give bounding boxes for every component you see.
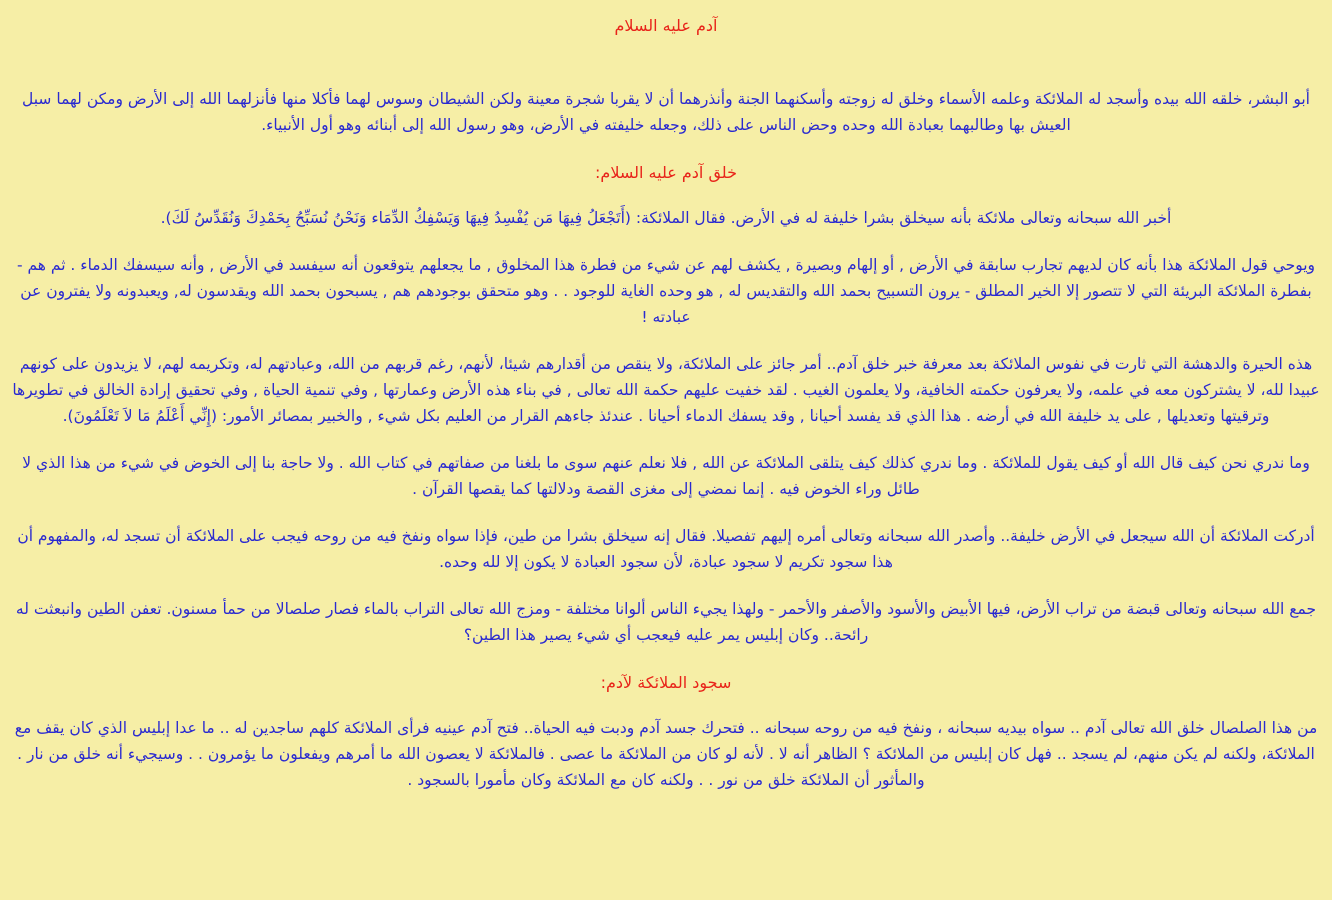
paragraph: جمع الله سبحانه وتعالى قبضة من تراب الأرض، فيها الأبيض والأسود والأصفر والأحمر - ولهذا يجيء الناس ألوانا مختلفة - ومزج الله تعالى التراب بالماء فصار صلصالا من حمأ مسنون. تعفن الطين وانبعثت له رائحة.. وكان إبليس يمر عليه فيعجب أي شيء يصير هذا الطين؟	[15, 600, 1317, 644]
section-heading-creation: خلق آدم عليه السلام:	[595, 163, 737, 182]
paragraph: ويوحي قول الملائكة هذا بأنه كان لديهم تجارب سابقة في الأرض , أو إلهام وبصيرة , يكشف لهم عن شيء من فطرة هذا المخلوق , ما يجعلهم يتوقعون أنه سيفسد في الأرض , وأنه سيسفك الدماء . ثم هم - بفطرة الملائكة البريئة التي لا تتصور إلا الخير المطلق - يرون التسبيح بحمد الله والتقديس له , هو وحده الغاية للوجود . . وهو متحقق بوجودهم هم , يسبحون بحمد الله ويقدسون له, ويعبدونه ولا يفترون عن عبادته !	[16, 256, 1316, 326]
intro-paragraph: أبو البشر، خلقه الله بيده وأسجد له الملائكة وعلمه الأسماء وخلق له زوجته وأسكنهما الجنة وأنذرهما أن لا يقربا شجرة معينة ولكن الشيطان وسوس لهما فأكلا منها فأنزلهما الله إلى الأرض ومكن لهما سبل العيش بها وطالبهما بعبادة الله وحده وحض الناس على ذلك، وجعله خليفته في الأرض، وهو رسول الله إلى أبنائه وهو أول الأنبياء.	[22, 90, 1310, 134]
paragraph: من هذا الصلصال خلق الله تعالى آدم .. سواه بيديه سبحانه ، ونفخ فيه من روحه سبحانه .. فتحرك جسد آدم ودبت فيه الحياة.. فتح آدم عينيه فرأى الملائكة كلهم ساجدين له .. ما عدا إبليس الذي كان يقف مع الملائكة، ولكنه لم يكن منهم، لم يسجد .. فهل كان إبليس من الملائكة ؟ الظاهر أنه لا . لأنه لو كان من الملائكة ما عصى . فالملائكة لا يعصون الله ما أمرهم ويفعلون ما يؤمرون . . وسيجيء أنه خلق من نار . والمأثور أن الملائكة خلق من نور . . ولكنه كان مع الملائكة وكان مأمورا بالسجود .	[14, 719, 1318, 789]
section-heading-prostration: سجود الملائكة لآدم:	[600, 673, 732, 692]
paragraph: وما ندري نحن كيف قال الله أو كيف يقول للملائكة . وما ندري كذلك كيف يتلقى الملائكة عن الله , فلا نعلم عنهم سوى ما بلغنا من صفاتهم في كتاب الله . ولا حاجة بنا إلى الخوض في شيء من هذا الذي لا طائل وراء الخوض فيه . إنما نمضي إلى مغزى القصة ودلالتها كما يقصها القرآن .	[22, 454, 1310, 498]
page-title: آدم عليه السلام	[614, 16, 718, 35]
paragraph: أخبر الله سبحانه وتعالى ملائكة بأنه سيخلق بشرا خليفة له في الأرض. فقال الملائكة: (أَتَجْعَلُ فِيهَا مَن يُفْسِدُ فِيهَا وَيَسْفِكُ الدِّمَاء وَنَحْنُ نُسَبِّحُ بِحَمْدِكَ وَنُقَدِّسُ لَكَ).	[160, 209, 1172, 227]
paragraph: أدركت الملائكة أن الله سيجعل في الأرض خليفة.. وأصدر الله سبحانه وتعالى أمره إليهم تفصيلا. فقال إنه سيخلق بشرا من طين، فإذا سواه ونفخ فيه من روحه فيجب على الملائكة أن تسجد له، والمفهوم أن هذا سجود تكريم لا سجود عبادة، لأن سجود العبادة لا يكون إلا لله وحده.	[17, 527, 1315, 571]
paragraph: هذه الحيرة والدهشة التي ثارت في نفوس الملائكة بعد معرفة خبر خلق آدم.. أمر جائز على الملائكة، ولا ينقص من أقدارهم شيئا، لأنهم، رغم قربهم من الله، وعبادتهم له، وتكريمه لهم، لا يزيدون على كونهم عبيدا لله، لا يشتركون معه في علمه، ولا يعرفون حكمته الخافية، ولا يعلمون الغيب . لقد خفيت عليهم حكمة الله تعالى , في بناء هذه الأرض وعمارتها , وفي تنمية الحياة , وفي تحقيق إرادة الخالق في تطويرها وترقيتها وتعديلها , على يد خليفة الله في أرضه . هذا الذي قد يفسد أحيانا , وقد يسفك الدماء أحيانا . عندئذ جاءهم القرار من العليم بكل شيء , والخبير بمصائر الأمور: (إِنِّي أَعْلَمُ مَا لاَ تَعْلَمُونَ).	[12, 355, 1320, 425]
